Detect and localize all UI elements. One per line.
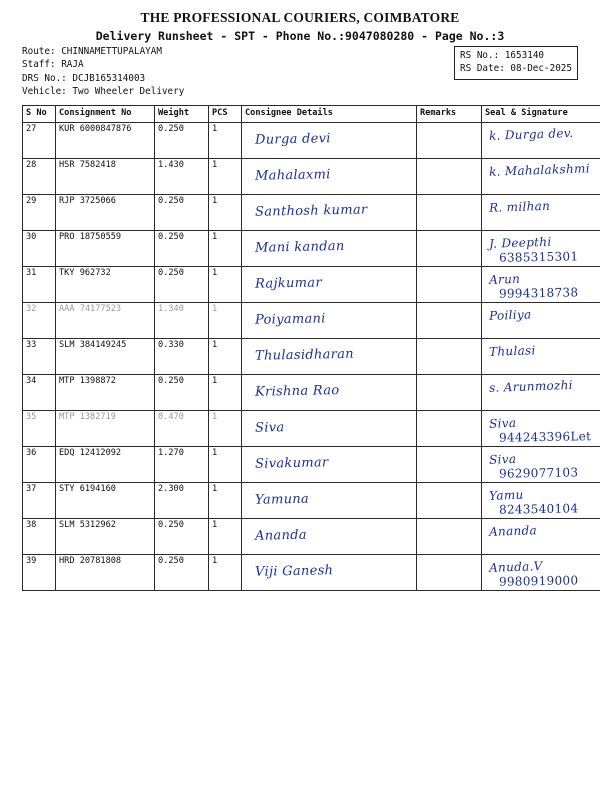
cell-remarks	[417, 194, 482, 230]
cell-weight: 0.250	[155, 230, 209, 266]
table-row	[23, 518, 600, 554]
cell-pcs: 1	[209, 266, 242, 302]
cell-consignee	[242, 266, 417, 302]
handwritten-consignee: Rajkumar	[245, 266, 413, 291]
cell-sno: 33	[23, 338, 56, 374]
cell-sno: 38	[23, 518, 56, 554]
handwritten-consignee: Thulasidharan	[245, 338, 413, 363]
cell-consignee	[242, 302, 417, 338]
cell-remarks	[417, 518, 482, 554]
handwritten-signature: s. Arunmozhi	[485, 374, 600, 394]
cell-seal	[482, 482, 600, 518]
cell-pcs: 1	[209, 374, 242, 410]
cell-consignment: HSR 7582418	[56, 158, 155, 194]
cell-seal	[482, 374, 600, 410]
rs-no-label: RS No.:	[460, 50, 499, 61]
table-row	[23, 266, 600, 302]
handwritten-consignee: Sivakumar	[245, 446, 413, 471]
cell-sno: 29	[23, 194, 56, 230]
cell-weight: 0.250	[155, 122, 209, 158]
cell-consignee	[242, 410, 417, 446]
handwritten-signature: k. Durga dev.	[485, 122, 600, 142]
table-header-row	[23, 105, 600, 122]
cell-pcs: 1	[209, 230, 242, 266]
vehicle-line	[22, 85, 184, 98]
handwritten-phone: 9980919000	[485, 572, 600, 588]
rs-no-value: 1653140	[505, 50, 544, 61]
handwritten-phone: 6385315301	[485, 248, 600, 264]
table-row	[23, 230, 600, 266]
cell-weight: 1.270	[155, 446, 209, 482]
rs-no-line	[460, 49, 572, 62]
handwritten-signature: Anuda.V	[485, 554, 600, 574]
table-row	[23, 410, 600, 446]
page-title: THE PROFESSIONAL COURIERS, COIMBATORE	[0, 10, 600, 26]
handwritten-consignee: Yamuna	[245, 482, 413, 507]
cell-weight: 2.300	[155, 482, 209, 518]
cell-consignee	[242, 230, 417, 266]
cell-seal	[482, 410, 600, 446]
cell-seal	[482, 266, 600, 302]
cell-seal	[482, 446, 600, 482]
route-label: Route:	[22, 46, 56, 57]
cell-seal	[482, 122, 600, 158]
handwritten-signature: Siva	[485, 410, 600, 430]
staff-label: Staff:	[22, 59, 56, 70]
cell-sno: 34	[23, 374, 56, 410]
cell-pcs: 1	[209, 338, 242, 374]
cell-remarks	[417, 374, 482, 410]
cell-consignment: AAA 74177523	[56, 302, 155, 338]
route-line	[22, 45, 184, 58]
cell-consignment: MTP 1382719	[56, 410, 155, 446]
rs-date-value: 08-Dec-2025	[510, 63, 572, 74]
col-consignee-details: Consignee Details	[242, 105, 417, 122]
table-row	[23, 554, 600, 590]
handwritten-signature: k. Mahalakshmi	[485, 158, 600, 178]
handwritten-consignee: Mahalaxmi	[245, 158, 413, 183]
handwritten-signature: Yamu	[485, 482, 600, 502]
table-row	[23, 482, 600, 518]
cell-sno: 32	[23, 302, 56, 338]
staff-line	[22, 58, 184, 71]
cell-consignee	[242, 446, 417, 482]
cell-weight: 0.250	[155, 194, 209, 230]
cell-weight: 0.250	[155, 554, 209, 590]
cell-sno: 28	[23, 158, 56, 194]
cell-seal	[482, 518, 600, 554]
cell-remarks	[417, 230, 482, 266]
rs-date-label: RS Date:	[460, 63, 505, 74]
table-row	[23, 158, 600, 194]
cell-pcs: 1	[209, 518, 242, 554]
cell-pcs: 1	[209, 194, 242, 230]
table-row	[23, 338, 600, 374]
cell-consignee	[242, 194, 417, 230]
handwritten-signature: Poiliya	[485, 302, 600, 322]
page-subtitle: Delivery Runsheet - SPT - Phone No.:9047080280 - Page No.:3	[0, 29, 600, 43]
col-remarks: Remarks	[417, 105, 482, 122]
col-consignment-no: Consignment No	[56, 105, 155, 122]
cell-pcs: 1	[209, 122, 242, 158]
cell-consignee	[242, 158, 417, 194]
cell-consignee	[242, 554, 417, 590]
cell-seal	[482, 554, 600, 590]
table-row	[23, 194, 600, 230]
cell-consignee	[242, 482, 417, 518]
drs-value: DCJB165314003	[72, 73, 145, 84]
handwritten-signature: Siva	[485, 446, 600, 466]
cell-pcs: 1	[209, 554, 242, 590]
cell-consignment: TKY 962732	[56, 266, 155, 302]
cell-seal	[482, 338, 600, 374]
cell-consignment: EDQ 12412092	[56, 446, 155, 482]
cell-consignment: RJP 3725066	[56, 194, 155, 230]
cell-consignment: MTP 1398872	[56, 374, 155, 410]
runsheet-table	[22, 105, 600, 591]
meta-section	[22, 45, 578, 99]
staff-value: RAJA	[61, 59, 83, 70]
cell-weight: 1.340	[155, 302, 209, 338]
handwritten-consignee: Santhosh kumar	[245, 194, 413, 219]
handwritten-phone: 9629077103	[485, 464, 600, 480]
col-seal-signature: Seal & Signature	[482, 105, 600, 122]
handwritten-signature: Arun	[485, 266, 600, 286]
cell-remarks	[417, 158, 482, 194]
cell-sno: 31	[23, 266, 56, 302]
handwritten-consignee: Mani kandan	[245, 230, 413, 255]
cell-pcs: 1	[209, 482, 242, 518]
runsheet-page	[0, 10, 600, 810]
handwritten-consignee: Krishna Rao	[245, 374, 413, 399]
cell-consignment: STY 6194160	[56, 482, 155, 518]
table-row	[23, 374, 600, 410]
drs-label: DRS No.:	[22, 73, 67, 84]
cell-weight: 0.250	[155, 374, 209, 410]
cell-consignee	[242, 374, 417, 410]
rs-box	[454, 46, 578, 80]
cell-pcs: 1	[209, 446, 242, 482]
cell-seal	[482, 302, 600, 338]
col-sno: S No	[23, 105, 56, 122]
cell-weight: 0.330	[155, 338, 209, 374]
handwritten-phone: 9994318738	[485, 284, 600, 300]
cell-pcs: 1	[209, 158, 242, 194]
handwritten-phone: 944243396Let	[485, 428, 600, 444]
cell-consignment: SLM 384149245	[56, 338, 155, 374]
handwritten-consignee: Ananda	[245, 518, 413, 543]
handwritten-consignee: Siva	[245, 410, 413, 435]
cell-seal	[482, 230, 600, 266]
handwritten-consignee: Durga devi	[245, 122, 413, 147]
cell-consignment: HRD 20781808	[56, 554, 155, 590]
table-row	[23, 122, 600, 158]
cell-weight: 0.250	[155, 518, 209, 554]
cell-seal	[482, 158, 600, 194]
cell-remarks	[417, 410, 482, 446]
cell-pcs: 1	[209, 410, 242, 446]
cell-consignee	[242, 122, 417, 158]
drs-line	[22, 72, 184, 85]
cell-sno: 37	[23, 482, 56, 518]
cell-consignee	[242, 338, 417, 374]
cell-remarks	[417, 266, 482, 302]
handwritten-consignee: Viji Ganesh	[245, 554, 413, 579]
cell-sno: 36	[23, 446, 56, 482]
col-weight: Weight	[155, 105, 209, 122]
cell-remarks	[417, 446, 482, 482]
cell-remarks	[417, 122, 482, 158]
table-body	[23, 122, 600, 590]
handwritten-signature: J. Deepthi	[485, 230, 600, 250]
vehicle-label: Vehicle:	[22, 86, 67, 97]
cell-remarks	[417, 554, 482, 590]
cell-consignment: SLM 5312962	[56, 518, 155, 554]
route-value: CHINNAMETTUPALAYAM	[61, 46, 162, 57]
cell-consignment: PRO 18750559	[56, 230, 155, 266]
cell-consignee	[242, 518, 417, 554]
cell-seal	[482, 194, 600, 230]
rs-date-line	[460, 62, 572, 75]
table-row	[23, 302, 600, 338]
handwritten-signature: Thulasi	[485, 338, 600, 358]
cell-weight: 1.430	[155, 158, 209, 194]
cell-pcs: 1	[209, 302, 242, 338]
cell-sno: 27	[23, 122, 56, 158]
handwritten-signature: R. milhan	[485, 194, 600, 214]
cell-consignment: KUR 6000847876	[56, 122, 155, 158]
cell-sno: 39	[23, 554, 56, 590]
handwritten-phone: 8243540104	[485, 500, 600, 516]
table-row	[23, 446, 600, 482]
cell-weight: 0.470	[155, 410, 209, 446]
cell-remarks	[417, 302, 482, 338]
cell-weight: 0.250	[155, 266, 209, 302]
cell-sno: 30	[23, 230, 56, 266]
cell-remarks	[417, 338, 482, 374]
cell-sno: 35	[23, 410, 56, 446]
vehicle-value: Two Wheeler Delivery	[72, 86, 184, 97]
meta-left	[22, 45, 184, 99]
col-pcs: PCS	[209, 105, 242, 122]
handwritten-consignee: Poiyamani	[245, 302, 413, 327]
cell-remarks	[417, 482, 482, 518]
handwritten-signature: Ananda	[485, 518, 600, 538]
